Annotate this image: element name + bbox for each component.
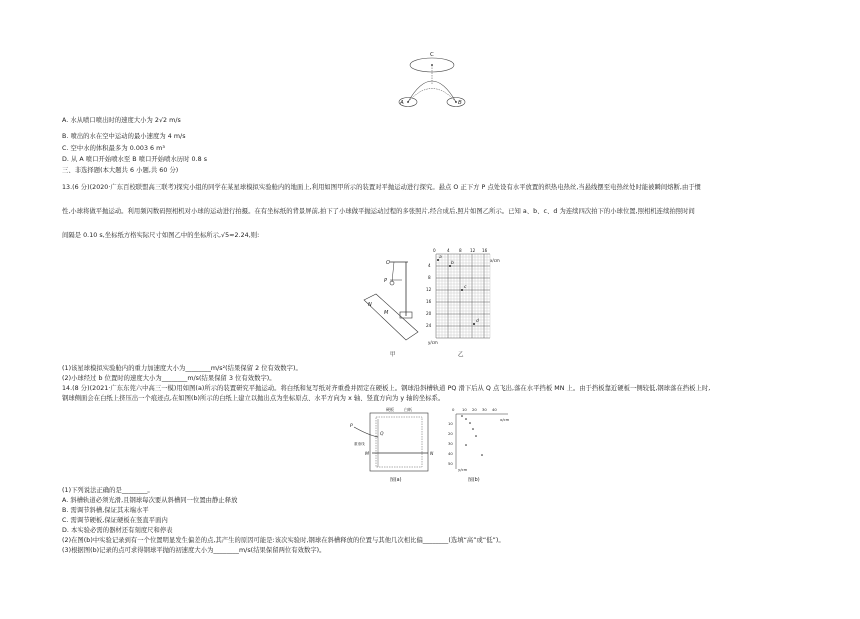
- arc-inner: [408, 89, 456, 103]
- b-point-outlier: [465, 444, 467, 446]
- b-point: [475, 435, 477, 437]
- label-c: C: [430, 52, 434, 58]
- arc-outer: [408, 81, 456, 102]
- yi-y-unit: y/cm: [428, 340, 438, 345]
- b-x-tick-10: 10: [462, 407, 467, 412]
- pendulum-string: [392, 262, 394, 282]
- yi-y-tick-4: 4: [428, 263, 431, 268]
- b-point: [465, 418, 467, 420]
- q14-line2: 钢球侧面会在白纸上挤压出一个痕迹点,在如图(b)所示的白纸上建立以抛出点为坐标原点、水平方向为 x 轴、竖直方向为 y 轴的坐标系。: [62, 395, 445, 402]
- hard-board: [370, 413, 428, 471]
- figure-a: [348, 405, 442, 485]
- q13-sub1: (1)该星球模拟实验舱内的重力加速度大小为________m/s²(结果保留 2 位有效数字)。: [62, 365, 302, 372]
- yi-x-tick-16: 16: [482, 248, 488, 253]
- yi-x-tick-0: 0: [433, 248, 436, 253]
- yi-y-tick-20: 20: [426, 311, 432, 316]
- yi-point-c: [461, 289, 463, 291]
- yi-x-unit: x/cm: [490, 258, 500, 263]
- point-c: [431, 64, 433, 66]
- label-p: P: [384, 278, 388, 284]
- q13-line2: 性,小球将做平抛运动。利用频闪数码照相机对小球的运动进行拍摄。在有坐标纸的背景屏前,拍下了小球做平抛运动过程的多张照片,经合成后,照片如图乙所示。已知 a、b、c、d 为连续四次拍下的小球位置,照相机连续拍照时间: [62, 208, 695, 215]
- q14-sub1: (1)下列说法正确的是________。: [62, 487, 154, 494]
- incline-board: [364, 294, 418, 340]
- b-y-tick-50: 50: [448, 461, 453, 466]
- fountain-figure: [392, 50, 472, 112]
- label-q14: Q: [380, 432, 384, 437]
- label-whitepaper: 白纸: [404, 407, 412, 412]
- yi-x-tick-8: 8: [459, 248, 462, 253]
- b-y-tick-30: 30: [448, 441, 453, 446]
- label-plumb: 重垂线: [354, 442, 365, 446]
- b-y-tick-10: 10: [448, 421, 453, 426]
- white-paper: [376, 417, 422, 467]
- label-n14: N: [430, 452, 434, 457]
- b-x-unit: x/cm: [500, 417, 510, 422]
- label-a: A: [400, 100, 404, 106]
- b-point: [461, 415, 463, 417]
- q13-line1: 13.(6 分)(2020·广东百校联盟高三联考)探究小组的同学在某星球模拟实验舱内的地面上,利用如图甲所示的装置对平抛运动进行探究。悬点 O 正下方 P 点处设有水平放置的炽热电热丝,当悬线摆至电热丝处时能被瞬间熔断,由于惯: [62, 184, 702, 191]
- caption-yi: 乙: [458, 352, 464, 358]
- option-12d: D. 从 A 喷口开始喷水至 B 喷口开始喷水历时 0.8 s: [62, 156, 208, 163]
- label-p14: P: [350, 424, 353, 429]
- yi-label-d: d: [476, 319, 479, 324]
- q14-sub3: (3)根据图(b)记录的点可求得钢球平抛的初速度大小为________m/s(结果保留两位有效数字)。: [62, 547, 326, 554]
- q14-opt-d: D. 本实验必需的器材还有刻度尺和停表: [62, 527, 173, 534]
- point-b: [455, 101, 457, 103]
- b-x-tick-30: 30: [482, 407, 487, 412]
- yi-label-b: b: [451, 261, 454, 266]
- label-b: B: [458, 100, 462, 106]
- label-hardboard: 硬板: [386, 407, 394, 412]
- label-m14: M: [365, 452, 369, 457]
- q14-opt-c: C. 需调节硬板,保证硬板在竖直平面内: [62, 517, 168, 524]
- q14-opt-a: A. 斜槽轨道必须光滑,且钢球每次要从斜槽同一位置由静止释放: [62, 497, 238, 504]
- figure-jia: [362, 250, 424, 360]
- q13-line3: 间隔是 0.10 s,坐标纸方格实际尺寸如图乙中的坐标所示,√5≈2.24,则:: [62, 232, 260, 239]
- q14-line1: 14.(8 分)(2021·广东东莞六中高三一模)用如图(a)所示的装置研究平抛运动。将白纸和复写纸对齐重叠并固定在硬板上。钢球沿斜槽轨道 PQ 滑下后从 Q 点飞出,落在水平挡板 MN 上。由于挡板靠近硬板一侧较低,钢球落在挡板上时,: [62, 385, 711, 392]
- b-y-tick-40: 40: [448, 451, 453, 456]
- q13-sub2: (2)小球经过 b 位置时的速度大小为________m/s(结果保留 3 位有效数字)。: [62, 375, 276, 382]
- b-x-tick-20: 20: [472, 407, 477, 412]
- b-point: [472, 428, 474, 430]
- caption-jia: 甲: [390, 352, 396, 358]
- option-12c: C. 空中水的体积最多为 0.003 6 m³: [62, 145, 165, 152]
- yi-y-tick-8: 8: [428, 275, 431, 280]
- yi-label-a: a: [439, 255, 442, 260]
- b-y-unit: y/cm: [458, 467, 468, 472]
- option-12a: A. 水从喷口喷出时的速度大小为 2√2 m/s: [62, 117, 181, 124]
- yi-y-tick-16: 16: [426, 299, 432, 304]
- yi-point-d: [473, 323, 475, 325]
- yi-grid: [436, 254, 490, 338]
- point-a: [407, 101, 409, 103]
- section-heading: 三、非选择题(本大题共 6 小题,共 60 分): [62, 167, 179, 174]
- yi-y-tick-24: 24: [426, 323, 432, 328]
- label-m: M: [384, 310, 389, 316]
- figure-b: [446, 405, 516, 485]
- figure-yi: [424, 244, 502, 360]
- label-o: O: [386, 260, 390, 266]
- yi-x-tick-4: 4: [447, 248, 450, 253]
- label-n: N: [368, 302, 372, 308]
- b-x-tick-0: 0: [452, 407, 455, 412]
- b-point: [481, 454, 483, 456]
- b-point: [469, 422, 471, 424]
- q14-opt-b: B. 需调节斜槽,保证其末端水平: [62, 507, 149, 514]
- yi-label-c: c: [464, 285, 467, 290]
- b-y-tick-20: 20: [448, 431, 453, 436]
- yi-y-tick-12: 12: [426, 287, 432, 292]
- q14-sub2: (2)在图(b)中实验记录到有一个位置明显发生偏差的点,其产生的原因可能是:该次实验时,钢球在斜槽释放的位置与其他几次相比偏________(选填“高”或“低”)。: [62, 537, 505, 544]
- option-12b: B. 喷出的水在空中运动的最小速度为 4 m/s: [62, 133, 186, 140]
- caption-b: 图(b): [468, 478, 480, 483]
- b-x-tick-40: 40: [492, 407, 497, 412]
- chute-pq: [354, 427, 378, 437]
- yi-x-tick-12: 12: [470, 248, 476, 253]
- caption-a: 图(a): [390, 478, 402, 483]
